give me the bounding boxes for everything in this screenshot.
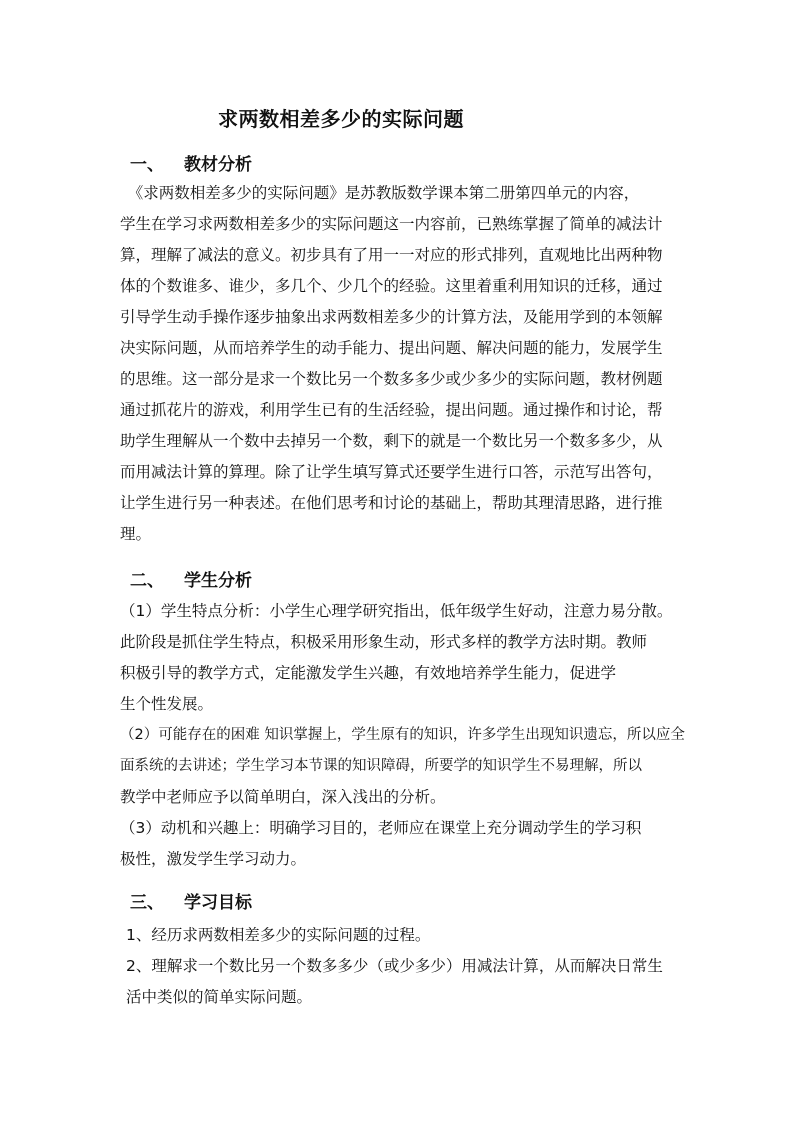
section-heading-3 <box>130 888 252 913</box>
text-line: 《求两数相差多少的实际问题》是苏教版数学课本第二册第四单元的内容， <box>120 184 640 202</box>
text-line: 引导学生动手操作逐步抽象出求两数相差多少的计算方法，及能用学到的本领解 <box>120 308 663 326</box>
section-body-1 <box>120 178 680 550</box>
page-title: 求两数相差多少的实际问题 <box>218 107 464 131</box>
text-line: （1）学生特点分析：小学生心理学研究指出，低年级学生好动，注意力易分散。 <box>120 602 673 620</box>
section-title: 学习目标 <box>184 893 252 913</box>
text-line: 面系统的去讲述；学生学习本节课的知识障碍，所要学的知识学生不易理解，所以 <box>120 758 642 774</box>
text-line: 而用减法计算的算理。除了让学生填写算式还要学生进行口答，示范写出答句， <box>120 463 663 481</box>
text-line: 让学生进行另一种表述。在他们思考和讨论的基础上，帮助其理清思路，进行推 <box>120 494 663 512</box>
section-title: 学生分析 <box>184 571 252 591</box>
text-line: 通过抓花片的游戏，利用学生已有的生活经验，提出问题。通过操作和讨论，帮 <box>120 401 663 419</box>
section-body-3 <box>126 920 686 1013</box>
section-heading-2 <box>130 566 252 591</box>
section-title: 教材分析 <box>184 155 252 175</box>
section-number: 一、 <box>130 155 164 175</box>
text-line: 此阶段是抓住学生特点，积极采用形象生动，形式多样的教学方法时期。教师 <box>120 633 648 651</box>
text-line: 理。 <box>120 525 152 543</box>
text-line: 的思维。这一部分是求一个数比另一个数多多少或少多少的实际问题，教材例题 <box>120 370 663 388</box>
text-line: 1、经历求两数相差多少的实际问题的过程。 <box>126 926 431 944</box>
text-line: 学生在学习求两数相差多少的实际问题这一内容前，已熟练掌握了简单的减法计 <box>120 215 663 233</box>
text-line: 2、理解求一个数比另一个数多多少（或少多少）用减法计算，从而解决日常生 <box>126 957 663 975</box>
text-line: （2）可能存在的困难 知识掌握上，学生原有的知识，许多学生出现知识遗忘，所以应全 <box>120 727 685 743</box>
text-line: 决实际问题，从而培养学生的动手能力、提出问题、解决问题的能力，发展学生 <box>120 339 663 357</box>
text-line: 教学中老师应予以简单明白，深入浅出的分析。 <box>120 788 446 806</box>
section-number: 三、 <box>130 893 164 913</box>
text-line: 助学生理解从一个数中去掉另一个数，剩下的就是一个数比另一个数多多少，从 <box>120 432 663 450</box>
text-line: 生个性发展。 <box>120 695 214 713</box>
text-line: 体的个数谁多、谁少，多几个、少几个的经验。这里着重利用知识的迁移，通过 <box>120 277 663 295</box>
text-line: 算，理解了减法的意义。初步具有了用一一对应的形式排列，直观地比出两种物 <box>120 246 663 264</box>
text-line: （3）动机和兴趣上：明确学习目的，老师应在课堂上充分调动学生的学习积 <box>120 819 642 837</box>
section-body-2 <box>120 596 685 875</box>
text-line: 极性，激发学生学习动力。 <box>120 850 307 868</box>
text-line: 活中类似的简单实际问题。 <box>126 988 313 1006</box>
section-heading-1 <box>130 150 252 175</box>
section-number: 二、 <box>130 571 164 591</box>
text-line: 积极引导的教学方式，定能激发学生兴趣，有效地培养学生能力，促进学 <box>120 664 617 682</box>
